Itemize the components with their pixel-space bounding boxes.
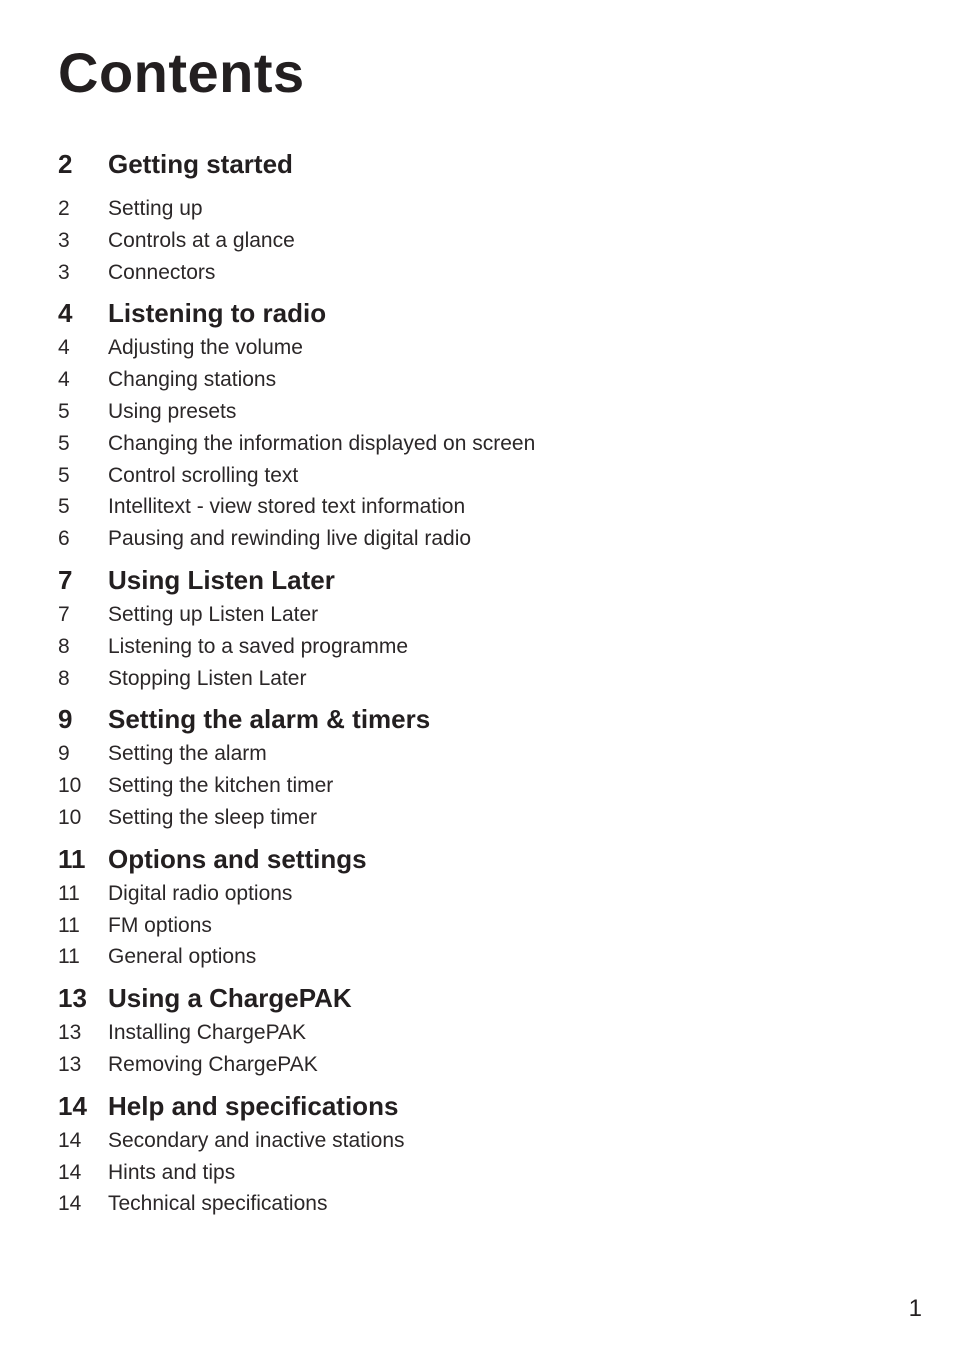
entry-label: Removing ChargePAK (108, 1052, 318, 1076)
entry-label: Pausing and rewinding live digital radio (108, 527, 472, 551)
toc-entry[interactable] (58, 1049, 898, 1081)
toc-section-listening-to-radio (58, 294, 898, 555)
entry-page-number: 3 (58, 260, 70, 284)
entry-label: Using presets (108, 399, 237, 423)
section-title: Using a ChargePAK (108, 983, 352, 1014)
entry-page-number: 4 (58, 336, 70, 360)
section-page-number: 7 (58, 564, 73, 595)
toc-entry[interactable] (58, 396, 898, 428)
toc-entry[interactable] (58, 332, 898, 364)
entry-label: FM options (108, 913, 212, 937)
entry-label: Technical specifications (108, 1192, 328, 1216)
section-title: Using Listen Later (108, 564, 335, 595)
toc-section-using-listen-later (58, 561, 898, 694)
section-title: Listening to radio (108, 298, 327, 329)
toc-entry[interactable] (58, 663, 898, 695)
toc-entry[interactable] (58, 428, 898, 460)
section-page-number: 13 (58, 983, 87, 1014)
toc-entry[interactable] (58, 631, 898, 663)
entry-page-number: 2 (58, 197, 70, 220)
entry-label: Changing the information displayed on screen (108, 431, 536, 455)
entry-page-number: 10 (58, 774, 82, 798)
entry-label: Installing ChargePAK (108, 1021, 307, 1045)
toc-entry[interactable] (58, 941, 898, 973)
toc-entry[interactable] (58, 738, 898, 770)
toc-section-help-and-specifications (58, 1087, 898, 1220)
section-heading[interactable] (58, 700, 898, 738)
entry-label: Stopping Listen Later (108, 666, 307, 690)
entry-page-number: 5 (58, 399, 70, 423)
section-entries (58, 1017, 898, 1081)
entry-label: Adjusting the volume (108, 336, 303, 360)
entry-page-number: 3 (58, 228, 70, 252)
section-heading[interactable] (58, 1087, 898, 1125)
toc-entry[interactable] (58, 257, 898, 289)
section-page-number: 9 (58, 704, 73, 735)
entry-label: Setting up Listen Later (108, 602, 319, 626)
section-entries (58, 599, 898, 694)
toc-entry[interactable] (58, 193, 898, 225)
section-page-number: 14 (58, 1090, 87, 1121)
toc-entry[interactable] (58, 460, 898, 492)
section-entries (58, 738, 898, 833)
section-entries (58, 1125, 898, 1220)
section-heading[interactable] (58, 145, 898, 183)
toc-entry[interactable] (58, 491, 898, 523)
section-page-number: 11 (58, 843, 86, 874)
entry-label: Hints and tips (108, 1160, 236, 1184)
toc-entry[interactable] (58, 1017, 898, 1049)
entry-page-number: 5 (58, 463, 70, 487)
page-title: Contents (58, 41, 305, 104)
entry-page-number: 11 (58, 913, 80, 937)
entry-label: Changing stations (108, 368, 277, 392)
entry-page-number: 4 (58, 368, 70, 392)
toc-section-alarm-and-timers (58, 700, 898, 833)
entry-page-number: 5 (58, 495, 70, 519)
toc-section-getting-started (58, 145, 898, 288)
entry-page-number: 13 (58, 1021, 82, 1045)
toc-entry[interactable] (58, 770, 898, 802)
entry-label: Connectors (108, 260, 216, 284)
entry-page-number: 9 (58, 742, 70, 766)
toc-entry[interactable] (58, 802, 898, 834)
page-number: 1 (908, 1295, 922, 1322)
entry-page-number: 11 (58, 881, 80, 905)
entry-label: Setting the alarm (108, 742, 267, 766)
entry-label: Secondary and inactive stations (108, 1128, 405, 1152)
section-entries (58, 878, 898, 973)
toc-entry[interactable] (58, 523, 898, 555)
entry-page-number: 14 (58, 1192, 82, 1216)
toc-section-using-a-chargepak (58, 979, 898, 1081)
entry-label: Setting the kitchen timer (108, 774, 334, 798)
toc-entry[interactable] (58, 225, 898, 257)
section-title: Options and settings (108, 843, 367, 874)
entry-page-number: 8 (58, 634, 70, 658)
toc-entry[interactable] (58, 878, 898, 910)
entry-label: Setting up (108, 197, 203, 220)
section-heading[interactable] (58, 840, 898, 878)
toc-entry[interactable] (58, 910, 898, 942)
toc-section-options-and-settings (58, 840, 898, 973)
section-entries (58, 332, 898, 555)
toc-entry[interactable] (58, 1188, 898, 1220)
entry-page-number: 5 (58, 431, 70, 455)
entry-page-number: 11 (58, 945, 80, 969)
section-title: Getting started (108, 149, 293, 179)
toc-entry[interactable] (58, 1157, 898, 1189)
entry-page-number: 6 (58, 527, 70, 551)
entry-page-number: 8 (58, 666, 70, 690)
entry-page-number: 13 (58, 1052, 82, 1076)
entry-label: General options (108, 945, 257, 969)
section-title: Help and specifications (108, 1090, 399, 1121)
entry-label: Setting the sleep timer (108, 805, 317, 829)
entry-label: Intellitext - view stored text information (108, 495, 466, 519)
section-page-number: 4 (58, 298, 73, 329)
toc-entry[interactable] (58, 1125, 898, 1157)
entry-label: Digital radio options (108, 881, 293, 905)
entry-label: Listening to a saved programme (108, 634, 408, 658)
entry-label: Controls at a glance (108, 228, 295, 252)
toc-entry[interactable] (58, 364, 898, 396)
toc-entry[interactable] (58, 599, 898, 631)
table-of-contents (58, 145, 898, 1220)
entry-label: Control scrolling text (108, 463, 299, 487)
section-heading[interactable] (58, 979, 898, 1017)
entry-page-number: 14 (58, 1128, 82, 1152)
section-title: Setting the alarm & timers (108, 704, 431, 735)
section-entries (58, 193, 898, 288)
entry-page-number: 10 (58, 805, 82, 829)
section-heading[interactable] (58, 294, 898, 332)
section-heading[interactable] (58, 561, 898, 599)
section-page-number: 2 (58, 149, 73, 179)
entry-page-number: 7 (58, 602, 70, 626)
entry-page-number: 14 (58, 1160, 82, 1184)
